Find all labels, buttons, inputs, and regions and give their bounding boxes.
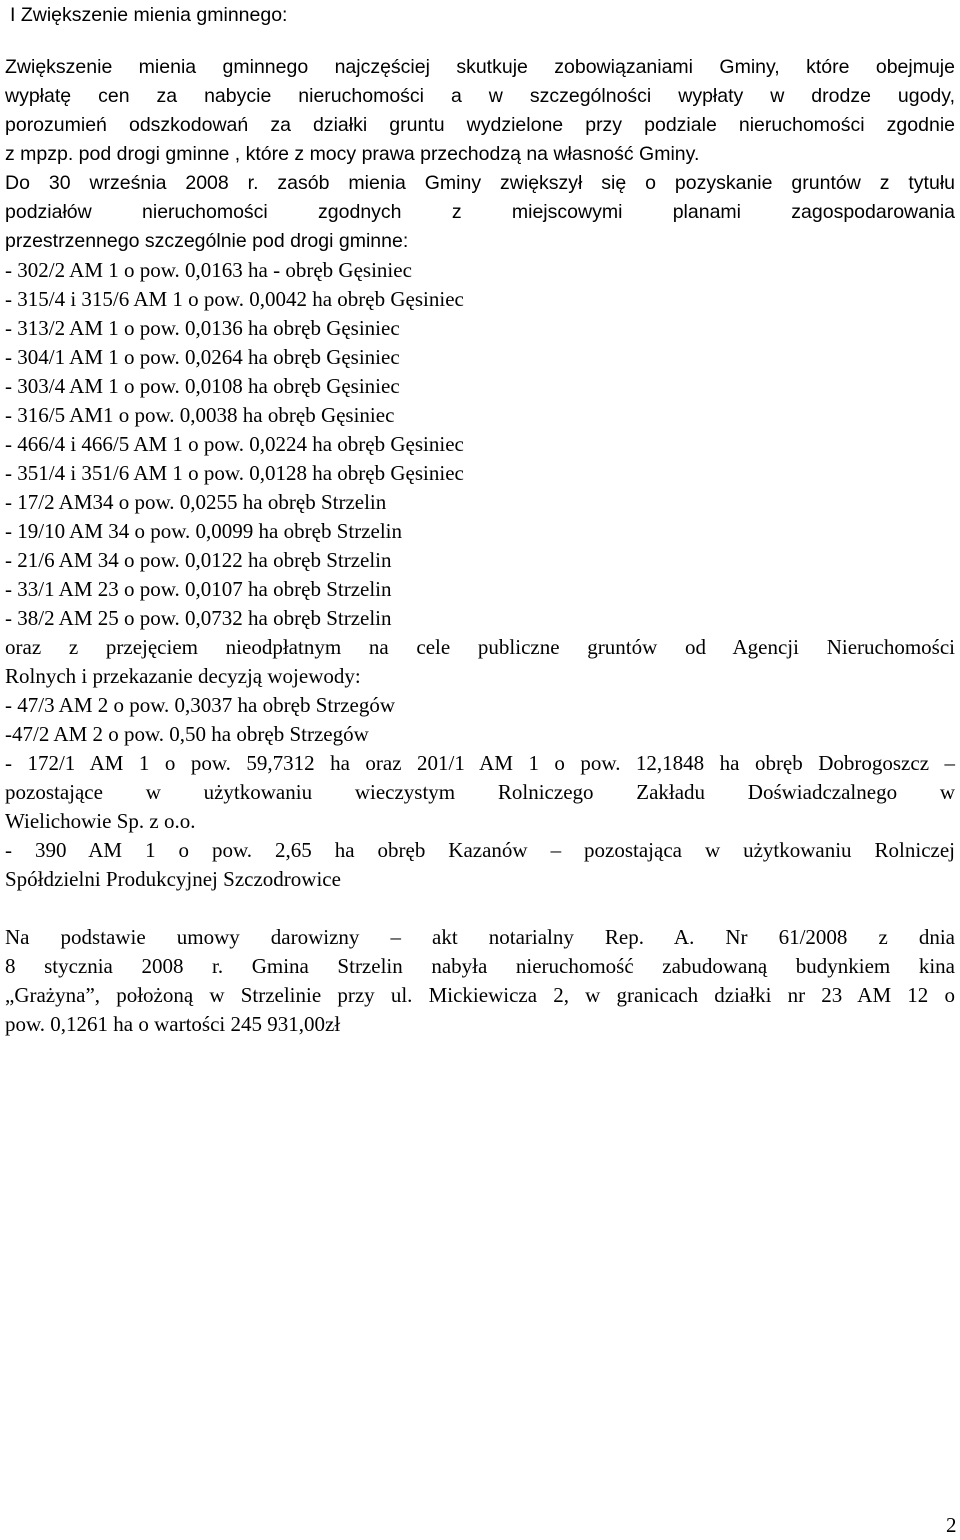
parcel-item: - 33/1 AM 23 o pow. 0,0107 ha obręb Strzelin — [5, 577, 392, 601]
section-heading: I Zwiększenie mienia gminnego: — [10, 4, 288, 26]
intro-line: Do 30 września 2008 r. zasób mienia Gminy zwiększył się o pozyskanie gruntów z tytułu — [5, 172, 955, 194]
parcel-item: - 21/6 AM 34 o pow. 0,0122 ha obręb Strzelin — [5, 548, 392, 572]
transfer-line: - 47/3 AM 2 o pow. 0,3037 ha obręb Strzegów — [5, 693, 396, 717]
transfer-line: Rolnych i przekazanie decyzją wojewody: — [5, 664, 361, 688]
transfer-line: - 172/1 AM 1 o pow. 59,7312 ha oraz 201/1 AM 1 o pow. 12,1848 ha obręb Dobrogoszcz – — [5, 751, 955, 775]
transfer-line: - 390 AM 1 o pow. 2,65 ha obręb Kazanów – pozostająca w użytkowaniu Rolniczej — [5, 838, 955, 862]
body-text-block — [5, 53, 955, 894]
intro-line: wypłatę cen za nabycie nieruchomości a w szczególności wypłaty w drodze ugody, — [5, 85, 955, 107]
parcel-item: - 316/5 AM1 o pow. 0,0038 ha obręb Gęsiniec — [5, 403, 395, 427]
parcel-item: - 351/4 i 351/6 AM 1 o pow. 0,0128 ha obręb Gęsiniec — [5, 461, 464, 485]
transfer-line: oraz z przejęciem nieodpłatnym na cele publiczne gruntów od Agencji Nieruchomości — [5, 635, 955, 659]
intro-line: z mpzp. pod drogi gminne , które z mocy prawa przechodzą na własność Gminy. — [5, 143, 700, 165]
page-number: 2 — [946, 1513, 957, 1537]
donation-line: „Grażyna”, położoną w Strzelinie przy ul. Mickiewicza 2, w granicach działki nr 23 AM 12 o — [5, 983, 955, 1007]
donation-paragraph — [5, 923, 955, 1039]
donation-line: 8 stycznia 2008 r. Gmina Strzelin nabyła nieruchomość zabudowaną budynkiem kina — [5, 954, 955, 978]
parcel-item: - 302/2 AM 1 o pow. 0,0163 ha - obręb Gęsiniec — [5, 258, 412, 282]
intro-line: podziałów nieruchomości zgodnych z miejscowymi planami zagospodarowania — [5, 201, 955, 223]
parcel-item: - 38/2 AM 25 o pow. 0,0732 ha obręb Strzelin — [5, 606, 392, 630]
donation-block — [5, 923, 955, 1039]
parcel-item: - 304/1 AM 1 o pow. 0,0264 ha obręb Gęsiniec — [5, 345, 400, 369]
intro-paragraph — [5, 53, 955, 256]
parcel-list — [5, 256, 955, 633]
transfer-line: Spółdzielni Produkcyjnej Szczodrowice — [5, 867, 341, 891]
transfer-line: -47/2 AM 2 o pow. 0,50 ha obręb Strzegów — [5, 722, 369, 746]
intro-line: Zwiększenie mienia gminnego najczęściej skutkuje zobowiązaniami Gminy, które obejmuje — [5, 56, 955, 78]
document-page — [5, 0, 955, 1537]
transfer-line: Wielichowie Sp. z o.o. — [5, 809, 196, 833]
transfer-paragraph — [5, 633, 955, 894]
donation-line: Na podstawie umowy darowizny – akt notarialny Rep. A. Nr 61/2008 z dnia — [5, 925, 955, 949]
donation-line: pow. 0,1261 ha o wartości 245 931,00zł — [5, 1012, 341, 1036]
parcel-item: - 313/2 AM 1 o pow. 0,0136 ha obręb Gęsiniec — [5, 316, 400, 340]
transfer-line: pozostające w użytkowaniu wieczystym Rolniczego Zakładu Doświadczalnego w — [5, 780, 955, 804]
intro-line: przestrzennego szczególnie pod drogi gminne: — [5, 230, 409, 252]
parcel-item: - 19/10 AM 34 o pow. 0,0099 ha obręb Strzelin — [5, 519, 403, 543]
parcel-item: - 315/4 i 315/6 AM 1 o pow. 0,0042 ha obręb Gęsiniec — [5, 287, 464, 311]
intro-line: porozumień odszkodowań za działki gruntu wydzielone przy podziale nieruchomości zgodnie — [5, 114, 955, 136]
parcel-item: - 17/2 AM34 o pow. 0,0255 ha obręb Strzelin — [5, 490, 387, 514]
parcel-item: - 466/4 i 466/5 AM 1 o pow. 0,0224 ha obręb Gęsiniec — [5, 432, 464, 456]
parcel-item: - 303/4 AM 1 o pow. 0,0108 ha obręb Gęsiniec — [5, 374, 400, 398]
